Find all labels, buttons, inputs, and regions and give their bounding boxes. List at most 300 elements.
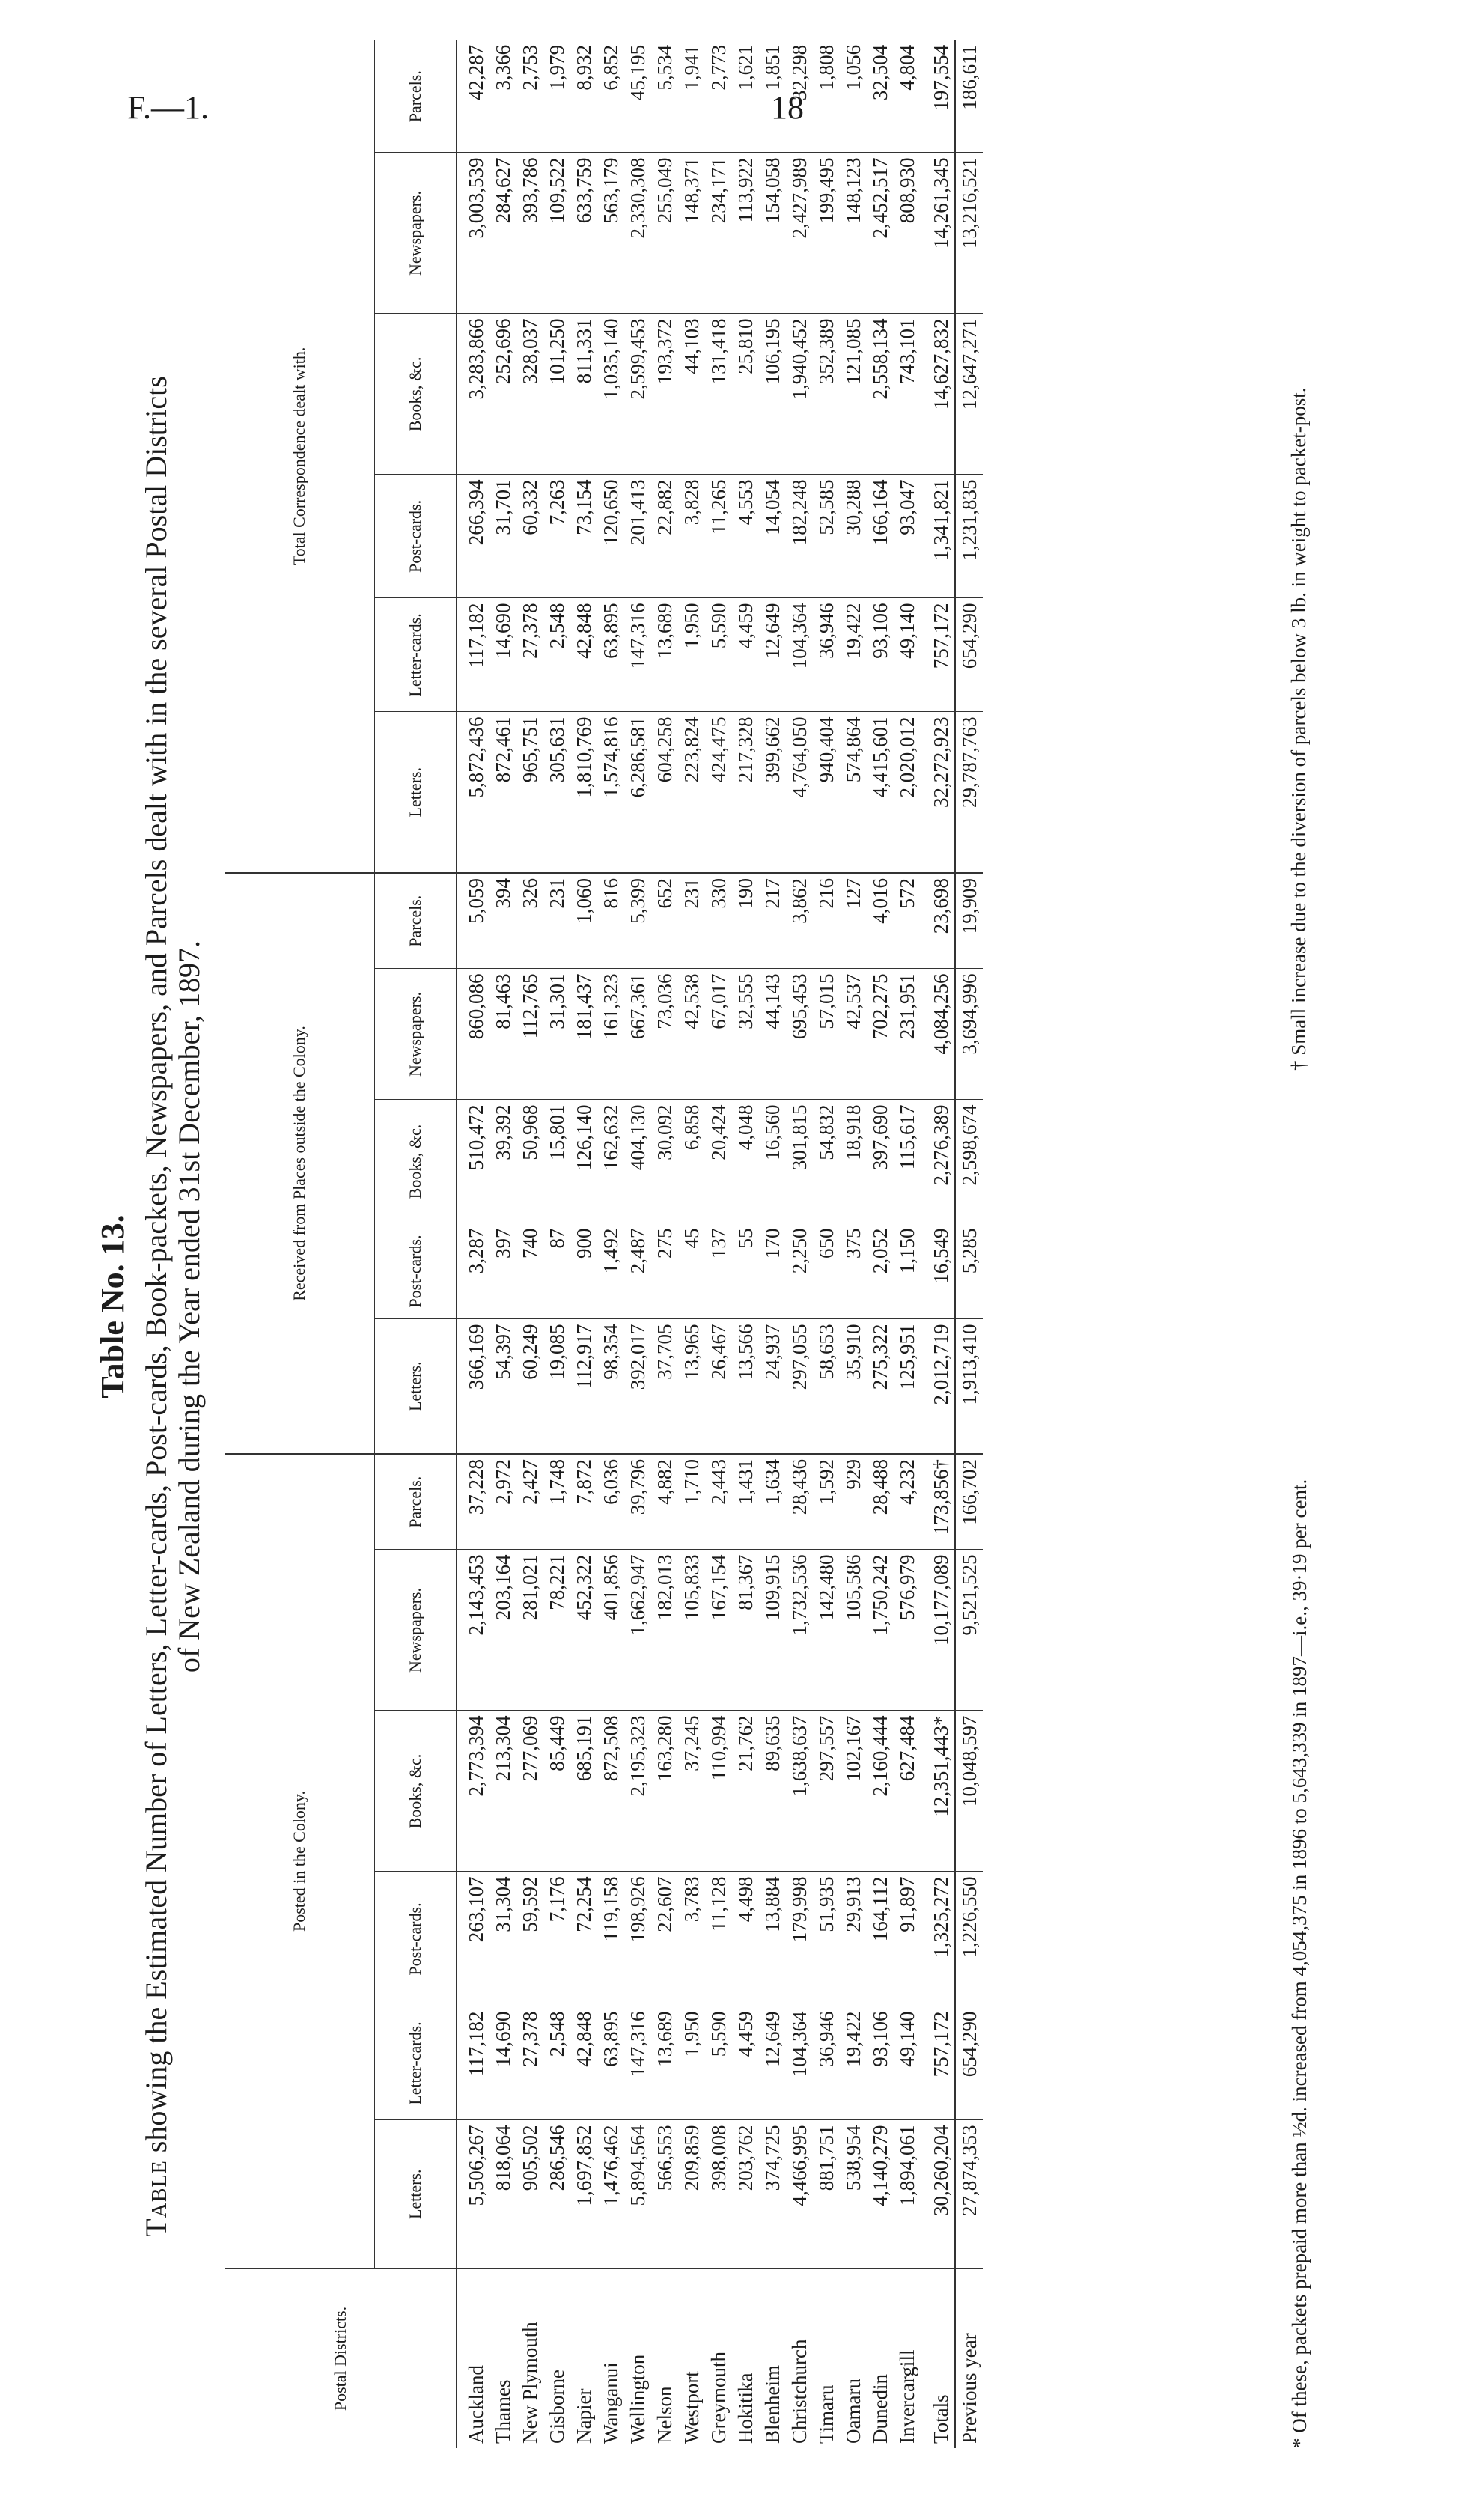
table-cell: 2,773,394: [457, 1711, 490, 1872]
table-cell: 131,418: [705, 314, 732, 475]
page-number: 18: [771, 89, 804, 126]
table-cell: 91,897: [894, 1872, 927, 2006]
table-cell: 5,506,267: [457, 2120, 490, 2268]
totals-row-label: Totals: [927, 2268, 956, 2448]
table-cell: 3,003,539: [457, 153, 490, 314]
table-cell: 5,534: [651, 40, 678, 153]
table-cell: 5,059: [457, 873, 490, 969]
table-row: [867, 40, 894, 2448]
table-cell: 702,275: [867, 969, 894, 1100]
table-cell: 2,452,517: [867, 153, 894, 314]
table-cell: 297,055: [786, 1319, 813, 1454]
table-cell: 266,394: [457, 475, 490, 598]
table-cell: 397,690: [867, 1100, 894, 1223]
table-cell: 117,182: [457, 598, 490, 712]
table-cell: 2,753: [516, 40, 543, 153]
table-cell: 4,048: [732, 1100, 759, 1223]
table-cell: 1,913,410: [955, 1319, 983, 1454]
table-cell: 72,254: [570, 1872, 597, 2006]
table-row: [813, 40, 840, 2448]
table-cell: 27,874,353: [955, 2120, 983, 2268]
table-cell: 106,195: [759, 314, 786, 475]
table-cell: 397: [490, 1223, 516, 1319]
table-cell: 4,498: [732, 1872, 759, 2006]
table-cell: 36,946: [813, 598, 840, 712]
table-cell: 1,810,769: [570, 712, 597, 873]
table-cell: 22,882: [651, 475, 678, 598]
previous-year-row-label: Previous year: [955, 2268, 983, 2448]
table-cell: 12,649: [759, 598, 786, 712]
table-cell: 29,913: [840, 1872, 867, 2006]
table-cell: 2,548: [543, 598, 570, 712]
table-cell: 881,751: [813, 2120, 840, 2268]
table-cell: 67,017: [705, 969, 732, 1100]
table-cell: 32,272,923: [927, 712, 956, 873]
table-cell: 23,698: [927, 873, 956, 969]
table-cell: 105,586: [840, 1550, 867, 1711]
table-cell: 28,436: [786, 1454, 813, 1550]
page-header-left: F.—1.: [127, 89, 209, 126]
received-group-header: Received from Places outside the Colony.: [225, 873, 375, 1454]
table-cell: 3,862: [786, 873, 813, 969]
table-cell: 199,495: [813, 153, 840, 314]
table-cell: 29,787,763: [955, 712, 983, 873]
table-cell: 2,160,444: [867, 1711, 894, 1872]
table-cell: 85,449: [543, 1711, 570, 1872]
table-cell: 113,922: [732, 153, 759, 314]
table-cell: 6,036: [597, 1454, 624, 1550]
received-col-header: Parcels.: [375, 873, 457, 969]
table-cell: 566,553: [651, 2120, 678, 2268]
caption-line-2: of New Zealand during the Year ended 31st December, 1897.: [172, 940, 206, 1673]
table-cell: 42,848: [570, 2006, 597, 2120]
table-cell: 816: [597, 873, 624, 969]
table-cell: 1,060: [570, 873, 597, 969]
table-row: [786, 40, 813, 2448]
table-cell: 13,965: [678, 1319, 705, 1454]
table-cell: 37,705: [651, 1319, 678, 1454]
table-cell: 63,895: [597, 2006, 624, 2120]
table-cell: 5,590: [705, 598, 732, 712]
table-cell: 1,226,550: [955, 1872, 983, 2006]
posted-col-header: Letters.: [375, 2120, 457, 2268]
table-number: Table No. 13.: [94, 1214, 131, 1399]
table-cell: 209,859: [678, 2120, 705, 2268]
table-cell: 2,330,308: [624, 153, 651, 314]
table-cell: 182,013: [651, 1550, 678, 1711]
total-col-header: Post-cards.: [375, 475, 457, 598]
total-col-header: Parcels.: [375, 40, 457, 153]
table-cell: 81,463: [490, 969, 516, 1100]
table-cell: 24,937: [759, 1319, 786, 1454]
district-name: Nelson: [653, 2386, 676, 2444]
table-cell: 4,232: [894, 1454, 927, 1550]
table-cell: 137: [705, 1223, 732, 1319]
table-cell: 148,371: [678, 153, 705, 314]
table-cell: 860,086: [457, 969, 490, 1100]
table-cell: 4,415,601: [867, 712, 894, 873]
table-cell: 105,833: [678, 1550, 705, 1711]
received-col-header: Newspapers.: [375, 969, 457, 1100]
table-cell: 563,179: [597, 153, 624, 314]
table-cell: 1,035,140: [597, 314, 624, 475]
table-cell: 4,804: [894, 40, 927, 153]
table-cell: 1,150: [894, 1223, 927, 1319]
table-cell: 4,016: [867, 873, 894, 969]
table-cell: 112,765: [516, 969, 543, 1100]
table-cell: 39,392: [490, 1100, 516, 1223]
table-cell: 162,632: [597, 1100, 624, 1223]
district-name: Blenheim: [761, 2365, 784, 2444]
received-col-header: Letters.: [375, 1319, 457, 1454]
table-cell: 78,221: [543, 1550, 570, 1711]
table-cell: 13,884: [759, 1872, 786, 2006]
table-cell: 305,631: [543, 712, 570, 873]
table-cell: 93,106: [867, 2006, 894, 2120]
table-cell: 37,245: [678, 1711, 705, 1872]
table-cell: 4,084,256: [927, 969, 956, 1100]
table-cell: 3,283,866: [457, 314, 490, 475]
table-cell: 217: [759, 873, 786, 969]
table-cell: 161,323: [597, 969, 624, 1100]
district-name: Napier: [573, 2388, 595, 2444]
table-row: [678, 40, 705, 2448]
table-cell: 173,856†: [927, 1454, 956, 1550]
table-cell: 627,484: [894, 1711, 927, 1872]
table-cell: 115,617: [894, 1100, 927, 1223]
table-cell: 12,351,443*: [927, 1711, 956, 1872]
district-name: Dunedin: [869, 2374, 891, 2444]
table-cell: 1,592: [813, 1454, 840, 1550]
table-cell: 366,169: [457, 1319, 490, 1454]
footnote-2-text: † Small increase due to the diversion of parcels below 3 lb. in weight to packet-post.: [1287, 387, 1310, 1071]
table-cell: 5,590: [705, 2006, 732, 2120]
table-cell: 10,048,597: [955, 1711, 983, 1872]
footnote-1-text: * Of these, packets prepaid more than ½d. increased from 4,054,375 in 1896 to 5,643,339 in 1897—i.e., 39·19 per cent.: [1288, 1479, 1311, 2448]
posted-col-header: Parcels.: [375, 1454, 457, 1550]
table-cell: 14,690: [490, 598, 516, 712]
table-cell: 42,538: [678, 969, 705, 1100]
table-cell: 252,696: [490, 314, 516, 475]
table-cell: 49,140: [894, 598, 927, 712]
table-cell: 5,285: [955, 1223, 983, 1319]
table-cell: 55: [732, 1223, 759, 1319]
table-cell: 5,399: [624, 873, 651, 969]
table-cell: 576,979: [894, 1550, 927, 1711]
table-row: [894, 40, 927, 2448]
caption-line-1: showing the Estimated Number of Letters, Letter-cards, Post-cards, Book-packets, Newspapers, and Parcels dealt with in the several Postal Districts: [139, 376, 173, 2161]
table-cell: 27,378: [516, 2006, 543, 2120]
district-name: Wellington: [626, 2354, 649, 2444]
table-cell: 818,064: [490, 2120, 516, 2268]
table-cell: 45,195: [624, 40, 651, 153]
table-cell: 757,172: [927, 2006, 956, 2120]
table-cell: 44,143: [759, 969, 786, 1100]
total-col-header: Newspapers.: [375, 153, 457, 314]
table-cell: 2,276,389: [927, 1100, 956, 1223]
table-cell: 31,301: [543, 969, 570, 1100]
table-cell: 32,298: [786, 40, 813, 153]
table-cell: 6,858: [678, 1100, 705, 1223]
table-cell: 39,796: [624, 1454, 651, 1550]
table-cell: 510,472: [457, 1100, 490, 1223]
table-cell: 127: [840, 873, 867, 969]
table-cell: 667,361: [624, 969, 651, 1100]
table-cell: 181,437: [570, 969, 597, 1100]
total-col-header: Letter-cards.: [375, 598, 457, 712]
table-cell: 186,611: [955, 40, 983, 153]
district-name: New Plymouth: [519, 2322, 541, 2444]
total-col-header: Letters.: [375, 712, 457, 873]
table-cell: 8,932: [570, 40, 597, 153]
table-cell: 112,917: [570, 1319, 597, 1454]
table-cell: 740: [516, 1223, 543, 1319]
table-cell: 59,592: [516, 1872, 543, 2006]
table-cell: 404,130: [624, 1100, 651, 1223]
table-row: [516, 40, 543, 2448]
table-cell: 286,546: [543, 2120, 570, 2268]
table-cell: 1,697,852: [570, 2120, 597, 2268]
table-cell: 685,191: [570, 1711, 597, 1872]
table-cell: 166,702: [955, 1454, 983, 1550]
table-cell: 392,017: [624, 1319, 651, 1454]
district-name: Auckland: [465, 2365, 487, 2444]
caption-lead: Table: [139, 2160, 173, 2237]
table-cell: 2,143,453: [457, 1550, 490, 1711]
table-cell: 2,443: [705, 1454, 732, 1550]
table-cell: 929: [840, 1454, 867, 1550]
posted-col-header: Post-cards.: [375, 1872, 457, 2006]
table-cell: 3,287: [457, 1223, 490, 1319]
table-cell: 2,020,012: [894, 712, 927, 873]
table-cell: 2,773: [705, 40, 732, 153]
table-cell: 213,304: [490, 1711, 516, 1872]
table-cell: 11,128: [705, 1872, 732, 2006]
district-name: Westport: [680, 2371, 703, 2444]
table-cell: 401,856: [597, 1550, 624, 1711]
table-cell: 14,261,345: [927, 153, 956, 314]
table-cell: 4,459: [732, 598, 759, 712]
table-cell: 2,598,674: [955, 1100, 983, 1223]
table-cell: 203,164: [490, 1550, 516, 1711]
table-cell: 51,935: [813, 1872, 840, 2006]
table-row: [840, 40, 867, 2448]
table-cell: 28,488: [867, 1454, 894, 1550]
table-cell: 16,560: [759, 1100, 786, 1223]
district-name: Invercargill: [896, 2349, 918, 2444]
table-cell: 13,566: [732, 1319, 759, 1454]
table-cell: 109,522: [543, 153, 570, 314]
table-cell: 32,555: [732, 969, 759, 1100]
table-cell: 4,553: [732, 475, 759, 598]
table-cell: 179,998: [786, 1872, 813, 2006]
table-cell: 281,021: [516, 1550, 543, 1711]
table-cell: 102,167: [840, 1711, 867, 1872]
table-cell: 275: [651, 1223, 678, 1319]
table-cell: 163,280: [651, 1711, 678, 1872]
table-cell: 2,195,323: [624, 1711, 651, 1872]
table-cell: 21,762: [732, 1711, 759, 1872]
table-cell: 538,954: [840, 2120, 867, 2268]
table-cell: 2,427,989: [786, 153, 813, 314]
table-cell: 4,466,995: [786, 2120, 813, 2268]
table-cell: 572: [894, 873, 927, 969]
table-cell: 110,994: [705, 1711, 732, 1872]
table-cell: 1,851: [759, 40, 786, 153]
table-row: [732, 40, 759, 2448]
posted-col-header: Newspapers.: [375, 1550, 457, 1711]
table-cell: 119,158: [597, 1872, 624, 2006]
table-cell: 104,364: [786, 598, 813, 712]
table-cell: 2,548: [543, 2006, 570, 2120]
table-cell: 4,764,050: [786, 712, 813, 873]
table-cell: 1,750,242: [867, 1550, 894, 1711]
table-row: [570, 40, 597, 2448]
received-col-header: Books, &c.: [375, 1100, 457, 1223]
table-cell: 193,372: [651, 314, 678, 475]
table-cell: 182,248: [786, 475, 813, 598]
table-cell: 81,367: [732, 1550, 759, 1711]
table-cell: 98,354: [597, 1319, 624, 1454]
column-headers: [375, 40, 457, 2448]
table-cell: 1,748: [543, 1454, 570, 1550]
table-cell: 1,431: [732, 1454, 759, 1550]
table-cell: 93,106: [867, 598, 894, 712]
table-cell: 44,103: [678, 314, 705, 475]
district-name: Christchurch: [788, 2339, 811, 2444]
table-cell: 1,662,947: [624, 1550, 651, 1711]
table-cell: 7,872: [570, 1454, 597, 1550]
table-cell: 19,422: [840, 598, 867, 712]
table-cell: 234,171: [705, 153, 732, 314]
table-cell: 2,599,453: [624, 314, 651, 475]
table-caption: [140, 150, 206, 2463]
table-cell: 223,824: [678, 712, 705, 873]
table-cell: 54,832: [813, 1100, 840, 1223]
table-cell: 284,627: [490, 153, 516, 314]
table-cell: 190: [732, 873, 759, 969]
table-row: [705, 40, 732, 2448]
table-cell: 19,422: [840, 2006, 867, 2120]
table-cell: 20,424: [705, 1100, 732, 1223]
correspondence-table: [225, 40, 983, 2448]
table-cell: 2,250: [786, 1223, 813, 1319]
table-cell: 2,427: [516, 1454, 543, 1550]
table-cell: 1,056: [840, 40, 867, 153]
table-cell: 2,972: [490, 1454, 516, 1550]
table-cell: 574,864: [840, 712, 867, 873]
table-cell: 743,101: [894, 314, 927, 475]
table-cell: 394: [490, 873, 516, 969]
table-cell: 905,502: [516, 2120, 543, 2268]
table-cell: 11,265: [705, 475, 732, 598]
table-cell: 37,228: [457, 1454, 490, 1550]
table-cell: 1,941: [678, 40, 705, 153]
table-cell: 1,634: [759, 1454, 786, 1550]
table-cell: 1,710: [678, 1454, 705, 1550]
table-cell: 1,638,637: [786, 1711, 813, 1872]
table-cell: 57,015: [813, 969, 840, 1100]
table-cell: 2,487: [624, 1223, 651, 1319]
table-cell: 1,950: [678, 598, 705, 712]
table-cell: 1,492: [597, 1223, 624, 1319]
table-cell: 1,476,462: [597, 2120, 624, 2268]
table-cell: 424,475: [705, 712, 732, 873]
table-cell: 14,627,832: [927, 314, 956, 475]
table-cell: 89,635: [759, 1711, 786, 1872]
table-cell: 654,290: [955, 598, 983, 712]
table-cell: 30,092: [651, 1100, 678, 1223]
table-cell: 73,154: [570, 475, 597, 598]
table-cell: 330: [705, 873, 732, 969]
table-cell: 13,689: [651, 2006, 678, 2120]
table-cell: 7,176: [543, 1872, 570, 2006]
table-cell: 45: [678, 1223, 705, 1319]
table-cell: 328,037: [516, 314, 543, 475]
table-cell: 263,107: [457, 1872, 490, 2006]
table-cell: 1,950: [678, 2006, 705, 2120]
table-cell: 164,112: [867, 1872, 894, 2006]
total-group-header: Total Correspondence dealt with.: [225, 40, 375, 873]
table-cell: 36,946: [813, 2006, 840, 2120]
table-cell: 52,585: [813, 475, 840, 598]
table-cell: 170: [759, 1223, 786, 1319]
table-cell: 14,054: [759, 475, 786, 598]
footnote-parcels: [1287, 387, 1311, 1071]
table-cell: 4,459: [732, 2006, 759, 2120]
district-name: Timaru: [815, 2384, 838, 2444]
table-cell: 22,607: [651, 1872, 678, 2006]
table-cell: 198,926: [624, 1872, 651, 2006]
table-row: [490, 40, 516, 2448]
table-cell: 757,172: [927, 598, 956, 712]
table-cell: 167,154: [705, 1550, 732, 1711]
table-cell: 87: [543, 1223, 570, 1319]
table-cell: 452,322: [570, 1550, 597, 1711]
table-cell: 6,286,581: [624, 712, 651, 873]
table-body: [457, 40, 927, 2448]
table-cell: 9,521,525: [955, 1550, 983, 1711]
table-cell: 1,808: [813, 40, 840, 153]
table-cell: 10,177,089: [927, 1550, 956, 1711]
table-cell: 31,304: [490, 1872, 516, 2006]
table-cell: 35,910: [840, 1319, 867, 1454]
table-cell: 117,182: [457, 2006, 490, 2120]
table-row: [457, 40, 490, 2448]
table-cell: 7,263: [543, 475, 570, 598]
table-cell: 25,810: [732, 314, 759, 475]
table-cell: 231,951: [894, 969, 927, 1100]
table-cell: 93,047: [894, 475, 927, 598]
table-cell: 940,404: [813, 712, 840, 873]
table-cell: 217,328: [732, 712, 759, 873]
districts-header: Postal Districts.: [225, 2268, 457, 2448]
table-row: [759, 40, 786, 2448]
table-cell: 695,453: [786, 969, 813, 1100]
table-cell: 49,140: [894, 2006, 927, 2120]
table-cell: 30,260,204: [927, 2120, 956, 2268]
table-cell: 63,895: [597, 598, 624, 712]
table-cell: 872,461: [490, 712, 516, 873]
table-cell: 154,058: [759, 153, 786, 314]
table-cell: 50,968: [516, 1100, 543, 1223]
table-cell: 297,557: [813, 1711, 840, 1872]
table-cell: 1,325,272: [927, 1872, 956, 2006]
table-cell: 203,762: [732, 2120, 759, 2268]
total-col-header: Books, &c.: [375, 314, 457, 475]
table-cell: 14,690: [490, 2006, 516, 2120]
table-cell: 900: [570, 1223, 597, 1319]
